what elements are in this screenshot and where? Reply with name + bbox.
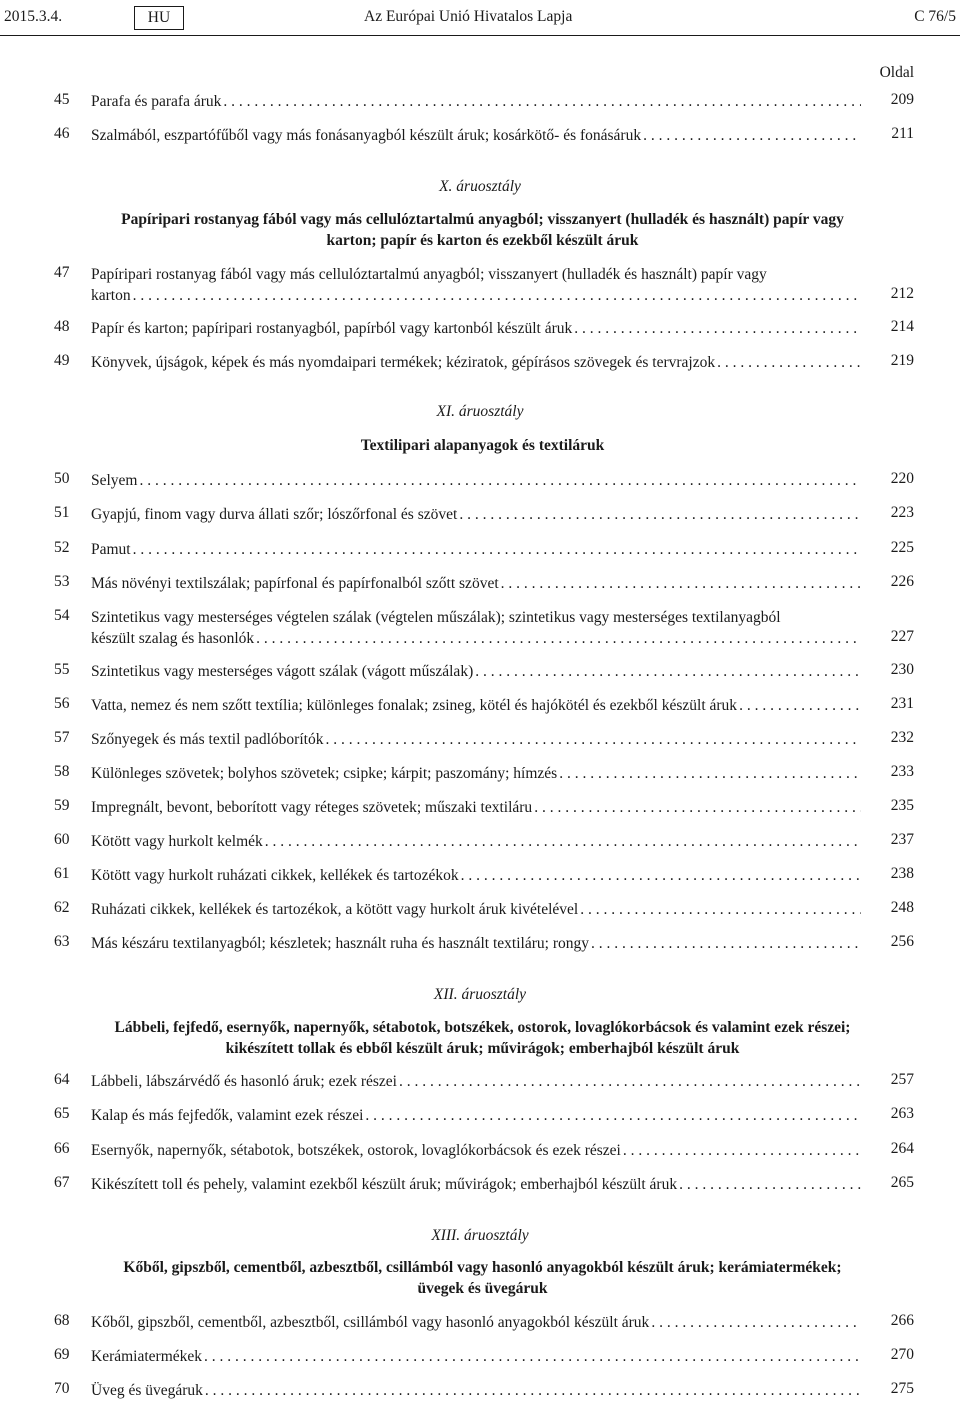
page-header bbox=[0, 6, 960, 30]
publication-date: 2015.3.4. bbox=[4, 8, 63, 25]
page-number: 263 bbox=[890, 1105, 914, 1122]
page-number: 231 bbox=[890, 695, 914, 712]
page-number: 223 bbox=[890, 504, 914, 521]
chapter-number: 45 bbox=[54, 91, 70, 108]
dot-leader bbox=[459, 504, 861, 525]
chapter-number: 61 bbox=[54, 865, 70, 882]
chapter-title: Vatta, nemez és nem szőtt textília; különleges fonalak; zsineg, kötél és hajókötél és ezekből készült áruk . . . bbox=[91, 695, 861, 716]
page-number: 233 bbox=[890, 763, 914, 780]
chapter-number: 59 bbox=[54, 797, 70, 814]
dot-leader bbox=[133, 285, 861, 306]
chapter-title: Lábbeli, lábszárvédő és hasonló áruk; ezek részei . . . bbox=[91, 1071, 861, 1092]
section-label: XIII. áruosztály bbox=[431, 1227, 529, 1244]
page-column-label: Oldal bbox=[879, 64, 914, 81]
chapter-title: Selyem . . . bbox=[91, 470, 861, 491]
chapter-title: Gyapjú, finom vagy durva állati szőr; lószőrfonal és szövet . . . bbox=[91, 504, 861, 525]
chapter-number: 48 bbox=[54, 318, 70, 335]
dot-leader bbox=[717, 352, 861, 373]
dot-leader bbox=[265, 831, 861, 852]
chapter-number: 54 bbox=[54, 607, 70, 624]
chapter-title: Más növényi textilszálak; papírfonal és papírfonalból szőtt szövet . . . bbox=[91, 573, 861, 594]
dot-leader bbox=[651, 1312, 861, 1333]
chapter-title: Papír és karton; papíripari rostanyagból, papírból vagy kartonból készült áruk . . . bbox=[91, 318, 861, 339]
page-number: 212 bbox=[890, 285, 914, 302]
chapter-number: 67 bbox=[54, 1174, 70, 1191]
page-number: 270 bbox=[890, 1346, 914, 1363]
page-number: 266 bbox=[890, 1312, 914, 1329]
chapter-title: Kőből, gipszből, cementből, azbesztből, csillámból vagy hasonló anyagokból készült áruk . . . bbox=[91, 1312, 861, 1333]
chapter-title: Kalap és más fejfedők, valamint ezek részei . . . bbox=[91, 1105, 861, 1126]
section-title: Lábbeli, fejfedő, esernyők, napernyők, sétabotok, botszékek, ostorok, lovaglókorbácsok és valamint ezek részei; kikészített tollak és ebből készült áruk; művirágok; emberhajból készült áruk bbox=[114, 1019, 851, 1057]
page-number: 275 bbox=[890, 1380, 914, 1397]
page-number: 238 bbox=[890, 865, 914, 882]
chapter-title: Impregnált, bevont, beborított vagy réteges szövetek; műszaki textiláru . . . bbox=[91, 797, 861, 818]
dot-leader bbox=[559, 763, 861, 784]
dot-leader bbox=[475, 661, 861, 682]
section-title: Textilipari alapanyagok és textiláruk bbox=[360, 437, 605, 454]
chapter-title: Szintetikus vagy mesterséges vágott szálak (vágott műszálak) . . . bbox=[91, 661, 861, 682]
chapter-number: 64 bbox=[54, 1071, 70, 1088]
page-number: 214 bbox=[890, 318, 914, 335]
chapter-number: 62 bbox=[54, 899, 70, 916]
page-number: 226 bbox=[890, 573, 914, 590]
dot-leader bbox=[325, 729, 861, 750]
page-number: 235 bbox=[890, 797, 914, 814]
dot-leader bbox=[461, 865, 861, 886]
chapter-number: 55 bbox=[54, 661, 70, 678]
page-number: 264 bbox=[890, 1140, 914, 1157]
chapter-title: Kerámiatermékek . . . bbox=[91, 1346, 861, 1367]
chapter-title: Különleges szövetek; bolyhos szövetek; csipke; kárpit; paszomány; hímzés . . . bbox=[91, 763, 861, 784]
dot-leader bbox=[365, 1105, 861, 1126]
dot-leader bbox=[133, 539, 861, 560]
page-number: 219 bbox=[890, 352, 914, 369]
page-number: 232 bbox=[890, 729, 914, 746]
dot-leader bbox=[204, 1346, 861, 1367]
dot-leader bbox=[679, 1174, 861, 1195]
chapter-number: 69 bbox=[54, 1346, 70, 1363]
dot-leader bbox=[256, 628, 861, 649]
chapter-number: 60 bbox=[54, 831, 70, 848]
dot-leader bbox=[643, 125, 861, 146]
page-number: 248 bbox=[890, 899, 914, 916]
chapter-number: 46 bbox=[54, 125, 70, 142]
chapter-title: Más készáru textilanyagból; készletek; használt ruha és használt textiláru; rongy . . . bbox=[91, 933, 861, 954]
dot-leader bbox=[501, 573, 861, 594]
chapter-number: 57 bbox=[54, 729, 70, 746]
chapter-title: Ruházati cikkek, kellékek és tartozékok, a kötött vagy hurkolt áruk kivételével . . . bbox=[91, 899, 861, 920]
page-number: 225 bbox=[890, 539, 914, 556]
page-reference: C 76/5 bbox=[914, 8, 956, 25]
page-number: 209 bbox=[890, 91, 914, 108]
chapter-number: 53 bbox=[54, 573, 70, 590]
dot-leader bbox=[623, 1140, 861, 1161]
dot-leader bbox=[223, 91, 861, 112]
chapter-title: Szintetikus vagy mesterséges végtelen szálak (végtelen műszálak); szintetikus vagy mesterséges textilanyagból készült szalag és hasonlók . . . bbox=[91, 607, 861, 649]
chapter-title: Szőnyegek és más textil padlóborítók . . . bbox=[91, 729, 861, 750]
dot-leader bbox=[205, 1380, 861, 1401]
chapter-title: Kötött vagy hurkolt kelmék . . . bbox=[91, 831, 861, 852]
chapter-number: 51 bbox=[54, 504, 70, 521]
chapter-title: Kötött vagy hurkolt ruházati cikkek, kellékek és tartozékok . . . bbox=[91, 865, 861, 886]
page-number: 237 bbox=[890, 831, 914, 848]
section-label: X. áruosztály bbox=[439, 178, 521, 195]
chapter-title: Parafa és parafa áruk . . . bbox=[91, 91, 861, 112]
chapter-number: 50 bbox=[54, 470, 70, 487]
chapter-title: Esernyők, napernyők, sétabotok, botszékek, ostorok, lovaglókorbácsok és ezek részei . . . bbox=[91, 1140, 861, 1161]
section-title: Papíripari rostanyag fából vagy más cellulóztartalmú anyagból; visszanyert (hulladék és használt) papír vagy karton; papír és karton és ezekből készült áruk bbox=[121, 211, 844, 249]
page-number: 220 bbox=[890, 470, 914, 487]
chapter-number: 65 bbox=[54, 1105, 70, 1122]
page-number: 256 bbox=[890, 933, 914, 950]
page-number: 257 bbox=[890, 1071, 914, 1088]
chapter-title: Szalmából, eszpartófűből vagy más fonásanyagból készült áruk; kosárkötő- és fonásáruk . . . bbox=[91, 125, 861, 146]
header-divider bbox=[0, 35, 960, 36]
section-label: XI. áruosztály bbox=[436, 403, 524, 420]
chapter-number: 58 bbox=[54, 763, 70, 780]
chapter-number: 49 bbox=[54, 352, 70, 369]
chapter-number: 63 bbox=[54, 933, 70, 950]
page-number: 230 bbox=[890, 661, 914, 678]
dot-leader bbox=[739, 695, 861, 716]
page-number: 265 bbox=[890, 1174, 914, 1191]
chapter-number: 68 bbox=[54, 1312, 70, 1329]
chapter-number: 56 bbox=[54, 695, 70, 712]
dot-leader bbox=[399, 1071, 861, 1092]
dot-leader bbox=[591, 933, 861, 954]
chapter-number: 47 bbox=[54, 264, 70, 281]
chapter-title: Papíripari rostanyag fából vagy más cellulóztartalmú anyagból; visszanyert (hulladék és használt) papír vagy karton . . . bbox=[91, 264, 861, 306]
dot-leader bbox=[140, 470, 862, 491]
page-number: 211 bbox=[891, 125, 914, 142]
chapter-title: Könyvek, újságok, képek és más nyomdaipari termékek; kéziratok, gépírásos szövegek és tervrajzok . . . bbox=[91, 352, 861, 373]
chapter-number: 66 bbox=[54, 1140, 70, 1157]
dot-leader bbox=[574, 318, 861, 339]
chapter-number: 70 bbox=[54, 1380, 70, 1397]
dot-leader bbox=[580, 899, 861, 920]
language-badge: HU bbox=[134, 6, 184, 30]
chapter-title: Üveg és üvegáruk . . . bbox=[91, 1380, 861, 1401]
page-number: 227 bbox=[890, 628, 914, 645]
chapter-title: Kikészített toll és pehely, valamint ezekből készült áruk; művirágok; emberhajból készült áruk . . . bbox=[91, 1174, 861, 1195]
chapter-title: Pamut . . . bbox=[91, 539, 861, 560]
journal-title: Az Európai Unió Hivatalos Lapja bbox=[364, 8, 573, 25]
section-title: Kőből, gipszből, cementből, azbesztből, csillámból vagy hasonló anyagokból készült áruk; kerámiatermékek; üvegek és üvegáruk bbox=[123, 1259, 842, 1297]
dot-leader bbox=[534, 797, 861, 818]
chapter-number: 52 bbox=[54, 539, 70, 556]
section-label: XII. áruosztály bbox=[433, 986, 527, 1003]
